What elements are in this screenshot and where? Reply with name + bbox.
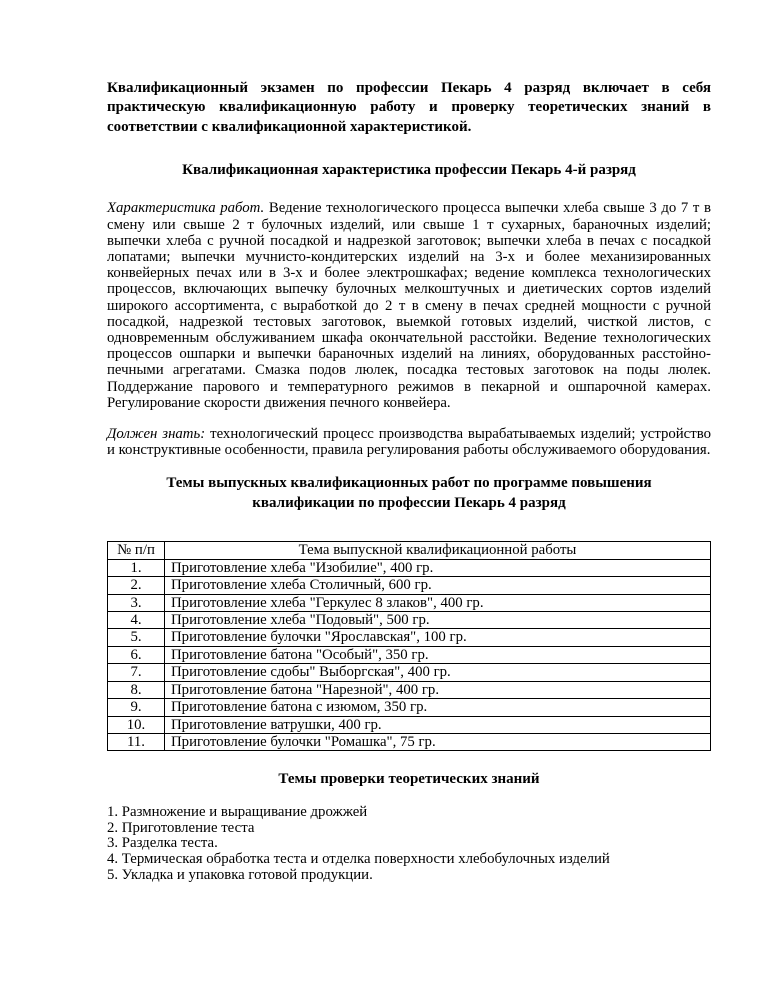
- row-topic: Приготовление хлеба "Изобилие", 400 гр.: [165, 559, 711, 576]
- row-topic: Приготовление батона "Нарезной", 400 гр.: [165, 681, 711, 698]
- row-number: 10.: [108, 716, 165, 733]
- row-number: 3.: [108, 594, 165, 611]
- row-number: 5.: [108, 629, 165, 646]
- list-item: 2. Приготовление теста: [107, 819, 255, 836]
- list-item: 5. Укладка и упаковка готовой продукции.: [107, 867, 373, 883]
- row-number: 1.: [108, 559, 165, 576]
- row-topic: Приготовление булочки "Ярославская", 100 гр.: [165, 629, 711, 646]
- list-item: 1. Размножение и выращивание дрожжей: [107, 803, 368, 820]
- row-number: 7.: [108, 664, 165, 681]
- table-row: [108, 699, 711, 716]
- row-topic: Приготовление хлеба "Геркулес 8 злаков", 400 гр.: [165, 594, 711, 611]
- work-characteristics-lead: Характеристика работ.: [107, 200, 265, 217]
- row-number: 11.: [108, 733, 165, 750]
- row-number: 2.: [108, 577, 165, 594]
- row-number: 9.: [108, 699, 165, 716]
- table-row: [108, 733, 711, 750]
- must-know-text: технологический процесс производства вырабатываемых изделий; устройство и конструктивные особенности, правила регулирования работы обслуживаемого оборудования.: [107, 426, 712, 459]
- list-item: 4. Термическая обработка теста и отделка поверхности хлебобулочных изделий: [107, 851, 610, 868]
- qualification-characteristic-heading: Квалификационная характеристика профессии Пекарь 4-й разряд: [182, 161, 636, 178]
- row-topic: Приготовление хлеба "Подовый", 500 гр.: [165, 612, 711, 629]
- table-header-row: [108, 542, 711, 559]
- row-topic: Приготовление булочки "Ромашка", 75 гр.: [165, 733, 711, 750]
- must-know-lead: Должен знать:: [107, 426, 206, 443]
- work-characteristics-paragraph: [107, 200, 711, 411]
- intro-paragraph: Квалификационный экзамен по профессии Пекарь 4 разряд включает в себя практическую квалификационную работу и проверку теоретических знаний в соответствии с квалификационной характеристикой.: [107, 80, 711, 135]
- table-header-number: № п/п: [108, 542, 165, 559]
- table-row: [108, 559, 711, 576]
- table-row: [108, 612, 711, 629]
- table-header-topic: Тема выпускной квалификационной работы: [165, 542, 711, 559]
- graduation-works-table: [107, 541, 711, 751]
- row-number: 4.: [108, 612, 165, 629]
- row-topic: Приготовление сдобы" Выборгская", 400 гр.: [165, 664, 711, 681]
- table-row: [108, 716, 711, 733]
- table-row: [108, 629, 711, 646]
- theory-check-heading: Темы проверки теоретических знаний: [278, 771, 540, 788]
- must-know-paragraph: [107, 426, 711, 458]
- row-number: 6.: [108, 646, 165, 663]
- table-row: [108, 646, 711, 663]
- work-characteristics-text: Ведение технологического процесса выпечки хлеба свыше 3 до 7 т в смену или свыше 2 т булочных изделий, или свыше 1 т сухарных, бараночных изделий; выпечки хлеба с ручной посадкой и надрезкой заготовок; выпечки хлеба в печах с посадкой лопатами; выпечки мучнисто-кондитерских изделий на 3-х и более механизированных конвейерных печах или в 3-х и более электрошкафах; ведение комплекса технологических процессов, включающих выпечку булочных мелкоштучных и диетических сортов изделий широкого ассортимента, с выработкой до 2 т в смену в печах средней мощности с ручной посадкой, надрезкой тестовых заготовок, выемкой готовых изделий, чисткой листов, с одновременным обслуживанием шкафа окончательной расстойки. Ведение технологических процессов ошпарки и выпечки бараночных изделий на линиях, оборудованных расстойно-печными агрегатами. Смазка подов люлек, посадка тестовых заготовок на поды люлек. Поддержание парового и температурного режимов в пекарной и ошпарочной камерах. Регулирование скорости движения печного конвейера.: [107, 200, 711, 411]
- theory-topics-list: [107, 805, 711, 884]
- row-topic: Приготовление батона с изюмом, 350 гр.: [165, 699, 711, 716]
- graduation-works-heading: Темы выпускных квалификационных работ по программе повышения квалификации по профессии Пекарь 4 разряд: [166, 475, 652, 511]
- list-item: 3. Разделка теста.: [107, 835, 218, 852]
- row-topic: Приготовление ватрушки, 400 гр.: [165, 716, 711, 733]
- row-topic: Приготовление хлеба Столичный, 600 гр.: [165, 577, 711, 594]
- table-row: [108, 681, 711, 698]
- table-row: [108, 664, 711, 681]
- table-row: [108, 577, 711, 594]
- row-number: 8.: [108, 681, 165, 698]
- row-topic: Приготовление батона "Особый", 350 гр.: [165, 646, 711, 663]
- document-content: [107, 64, 711, 884]
- table-row: [108, 594, 711, 611]
